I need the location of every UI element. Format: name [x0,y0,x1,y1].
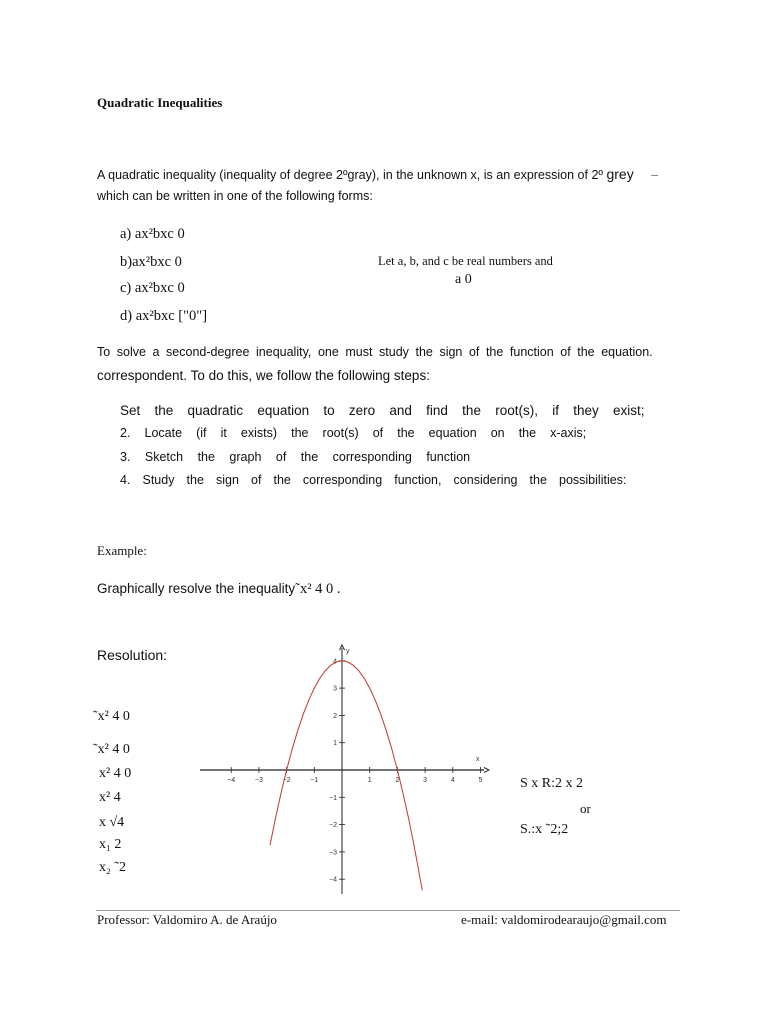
y-tick-label: 1 [333,740,337,748]
y-tick-label: 2 [333,712,337,720]
x-axis-arrow [484,768,489,773]
y-axis-label: y [346,648,350,655]
x-tick-label: 3 [423,777,428,784]
step-4: 4. Study the sign of the corresponding function, considering the possibilities: [120,473,627,487]
y-tick-label: −4 [329,876,337,884]
y-tick-label: −1 [329,794,337,802]
intro-text: A quadratic inequality (inequality of degree 2ºgray), in the unknown x, is an expression of 2º [97,168,603,182]
x-tick-label: −4 [227,777,236,784]
x-tick-label: 1 [367,777,372,784]
solve-line-1-text [97,345,654,359]
step-1: Set the quadratic equation to zero and find the root(s), if they exist; [120,403,645,418]
note-line-1: Let a, b, and c be real numbers and [378,254,553,268]
y-tick-label: 3 [333,685,337,693]
form-c: c) ax²bxc 0 [120,280,185,296]
y-tick-label: −2 [329,822,337,830]
resolution-step-3: x² 4 0 [99,766,132,781]
intro-dash: – [651,168,659,182]
example-text: Graphically resolve the inequality [97,581,296,596]
solution-set-1: S x R:2 x 2 [520,776,584,791]
resolution-step-4: x² 4 [99,790,121,805]
resolution-step-7: x₂ ˜2 [99,860,127,875]
footer-rule [96,910,680,911]
example-label: Example: [97,543,147,558]
form-b: b)ax²bxc 0 [120,254,182,270]
y-tick-label: −3 [329,849,337,857]
graph-axes [200,645,489,894]
x-tick-label: 4 [450,777,455,784]
x-tick-label: −1 [310,777,319,784]
solve-line-2: correspondent. To do this, we follow the following steps: [97,368,430,383]
intro-line-1 [97,166,658,182]
example-line [97,580,341,598]
footer-professor: Professor: Valdomiro A. de Araújo [97,912,277,927]
x-tick-label: −3 [254,777,263,784]
intro-grey: grey [606,166,634,182]
step-2: 2. Locate (if it exists) the root(s) of the equation on the x-axis; [120,426,587,440]
intro-line-2: which can be written in one of the following forms: [97,189,373,203]
resolution-label: Resolution: [97,647,168,663]
parabola-curve [270,661,422,891]
x-tick-label: 5 [478,777,483,784]
form-d: d) ax²bxc ["0"] [120,308,208,324]
solve-text-1: To solve a second-degree inequality, one must study the sign of the function of the equation. [97,345,653,359]
resolution-step-2: ˜x² 4 0 [93,742,130,757]
solution-set-2: S.:x ˜2;2 [520,822,569,837]
note-line-2: a 0 [455,272,472,287]
x-tick-label: 2 [395,777,400,784]
y-tick-label: 4 [333,658,337,666]
x-axis-label: x [476,756,480,763]
resolution-step-1: ˜x² 4 0 [93,709,130,724]
example-expression: ˜x² 4 0 . [295,581,341,597]
page-title: Quadratic Inequalities [97,95,223,110]
solve-line-1 [97,345,654,359]
graph-ticks [227,658,482,883]
form-a: a) ax²bxc 0 [120,226,185,242]
x-tick-label: −2 [282,777,291,784]
parabola-graph [198,642,490,896]
solution-or: or [580,801,591,816]
footer-email: e-mail: valdomirodearaujo@gmail.com [461,912,667,927]
resolution-step-6: x₁ 2 [99,837,122,852]
resolution-step-5: x √4 [99,815,125,830]
step-3: 3. Sketch the graph of the corresponding function [120,450,471,464]
